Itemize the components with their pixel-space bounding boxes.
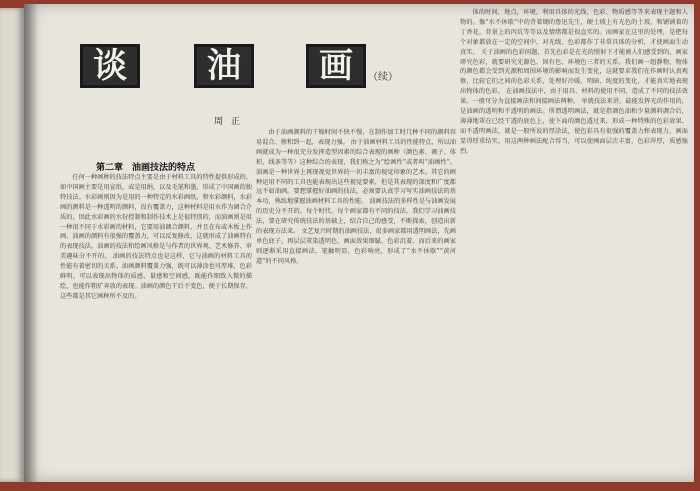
title-continued-mark: （续） — [368, 72, 398, 83]
title-char-1: 谈 — [80, 44, 140, 88]
title-char-3: 画 — [306, 44, 366, 88]
text-column-3 — [460, 8, 688, 478]
column-2-text: 由于油画颜料的干燥时间不快不慢，在制作加工时几种不同的颜料容易混合、掺和到一起，表现力强。 由于油画材料工具的性能特点，所以油画就成为一种很充分发挥造型因素的综合表现的画种（颜色素、调子、体积、线条等等）这种综合的表现，我们称之为“绘画性”或者叫“油画性”。 油画是一种世界上再现视觉世界的一切丰富的视觉印象的艺术。其它的画种运用不同的工具也能表现出这些视觉要素，但是其表现的深度和广度都远不如油画。要想掌握好油画的技法，必须要认真学习写实油画技法的基本功，熟练地掌握油画材料工具的性能。 油画技法的多样性是与油画发展的历史分不开的。每个时代、每个画家都有不同的技法，我们学习油画技法，要在研究传统技法的基础上，结合自己的感受，不断探索，创造出新的表现方法来。 文艺复兴时期的油画技法，很多画家都用透明画法，先画单色底子，再层层罩染透明色，画面效果细腻、色彩沉着。而后来的画家则逐渐采用直接画法，笔触明显，色彩响亮，形成了“水不休歇”“黄河道”的不同风格。 — [256, 129, 456, 265]
chapter-heading: 第二章 油画技法的特点 — [96, 163, 196, 173]
text-column-2 — [256, 128, 456, 480]
text-column-1 — [60, 173, 252, 479]
document-page — [24, 4, 694, 482]
column-3-text: 体的时间，地点，环境，利用具体的光线、色彩、物质感等等来表现主题和人物的。像“水不休歇”中的背着锄的鲁迅先生，硬土坡上有光色的土坡，和铺铺着的丁香花，背景上的丙坑等等以及情绪都是很直实的。而画家在这里的处理，是把每个对象都放在一定的空间中，对光线、色彩都作了非常具体的分析，才使画面生动真实。 关于油画的色彩问题，首先色彩是在光的照射下才能被人们感受到的，画家研究色彩，就要研究光源色、固有色、环境色三者的关系。我们画一组静物，物体的颜色都会受到光源和周围环境的影响而发生变化，这就要求我们在作画时认真观察，比较它们之间的色彩关系，处理好冷暖、明暗、纯度的变化，才能真实地表现出物体的色彩。 在油画技法中，由于用具、材料的使用不同，造成了不同的技法效果。一般可分为直接画法和间接画法两种。 单就技法来讲，最能发挥光的作用的，是油画的透明和不透明的画法。所谓透明画法，就是指调色油和少量颜料调合后，薄薄地罩在已经干透的底色上，使下面的颜色透过来，形成一种特殊的色彩效果。而不透明画法，就是一般所说的厚涂法，使色彩具有很强的覆盖力和表现力，画面显得厚重结实。用这两种画法配合得当，可以使画面层次丰富，色彩浑厚，质感强烈。 — [460, 9, 688, 155]
title-char-2: 油 — [194, 44, 254, 88]
author-name: 周正 — [214, 117, 249, 127]
column-1-text: 任何一种画种的技法特点主要是由于材料工具的特性提供形成的。如中国画主要是用宣纸、或是用绢，以及毛笔和墨，形成了中国画的独特技法。水彩画则因为是用的一种特定的水彩画纸，和水彩颜料，水彩画的颜料是一种透明的颜料，没有覆盖力，这种材料是用水作为调合介质的，因此水彩画的水份控制和制作技术上是很特别的，而油画则是用一种很不同于水彩画的材料，它要用油调合颜料，并且在布或木板上作画，油画的颜料有很强的覆盖力，可以反复修改，这就形成了油画特有的表现技法。油画的技法和绘画风格是与作者的世界观、艺术修养、审美趣味分不开的。 油画的技法特点也是这样，它与油画的材料工具的性能有着密切的关系。油画颜料覆盖力强，既可以薄涂也可厚堆，色彩鲜明，可以表现出物体的质感、量感和空间感，既能作细致入微的描绘，也能作粗犷奔放的表现。油画的颜色干后不变色，便于长期保存，这些都是其它画种所不及的。 — [60, 174, 252, 300]
left-page-edge — [0, 8, 24, 482]
